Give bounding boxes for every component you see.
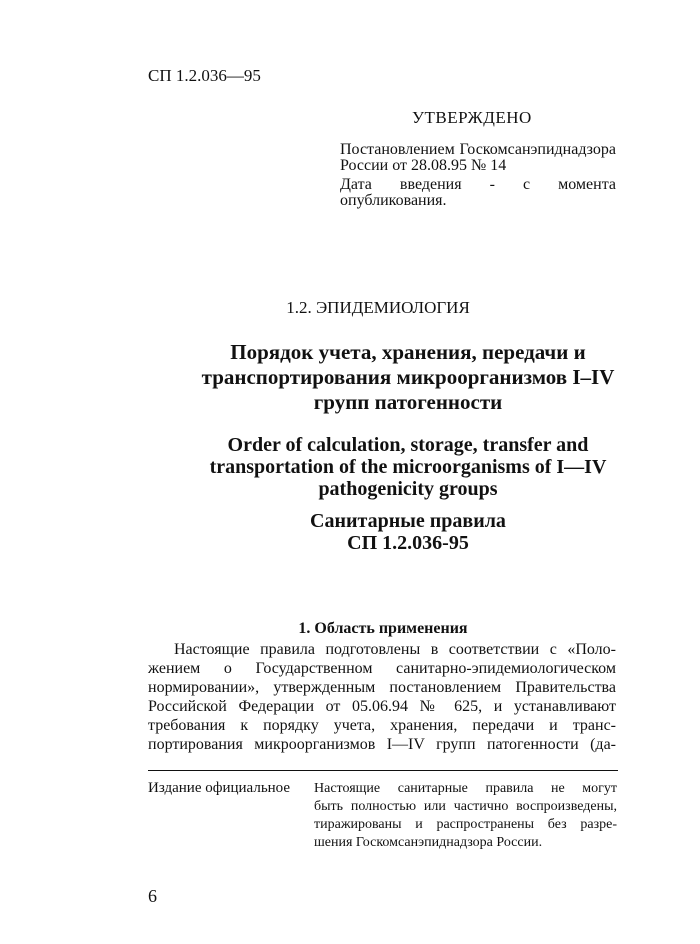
scope-paragraph [148,640,616,754]
note-line: тиражированы и распространены без разре- [314,817,617,832]
paragraph-line: Настоящие правила подготовлены в соответствии с «Поло- [174,641,616,658]
paragraph-line: портирования микроорганизмов I—IV групп патогенности (да- [148,736,616,753]
document-code: СП 1.2.036—95 [148,66,261,85]
title-english-line: pathogenicity groups [318,478,498,500]
rules-code: СП 1.2.036-95 [347,532,469,554]
footnote-divider [148,770,618,771]
title-russian-line: групп патогенности [313,390,503,414]
title-russian-line: транспортирования микроорганизмов I–IV [201,365,615,389]
paragraph-line: Российской Федерации от 05.06.94 № 625, и устанавливают [148,698,616,715]
sanitary-rules-title [148,510,668,554]
copyright-note [314,780,617,852]
paragraph-line: нормировании», утвержденным постановлением Правительства [148,679,616,696]
official-edition-label: Издание официальное [148,780,291,796]
scope-heading: 1. Область применения [298,620,468,637]
paragraph-line: жением о Государственном санитарно-эпидемиологическом [148,660,616,677]
approval-title: УТВЕРЖДЕНО [412,108,532,127]
note-line: Настоящие санитарные правила не могут [314,781,617,796]
approval-effective-date: Дата введения - с момента опубликования. [340,176,616,209]
title-english-line: transportation of the microorganisms of I—IV [209,456,607,478]
title-russian [148,340,668,415]
approval-decree: Постановлением Госкомсанэпиднадзора России от 28.08.95 № 14 [340,141,616,174]
paragraph-line: требования к порядку учета, хранения, передачи и транс- [148,717,616,734]
title-english-line: Order of calculation, storage, transfer and [227,434,589,456]
rules-label: Санитарные правила [310,510,506,532]
section-heading: 1.2. ЭПИДЕМИОЛОГИЯ [286,298,470,317]
note-line: шения Госкомсанэпиднадзора России. [314,835,543,850]
note-line: быть полностью или частично воспроизведены, [314,799,617,814]
approval-block [340,142,616,209]
title-russian-line: Порядок учета, хранения, передачи и [230,340,586,364]
title-english [148,434,668,500]
page-number: 6 [148,886,157,906]
